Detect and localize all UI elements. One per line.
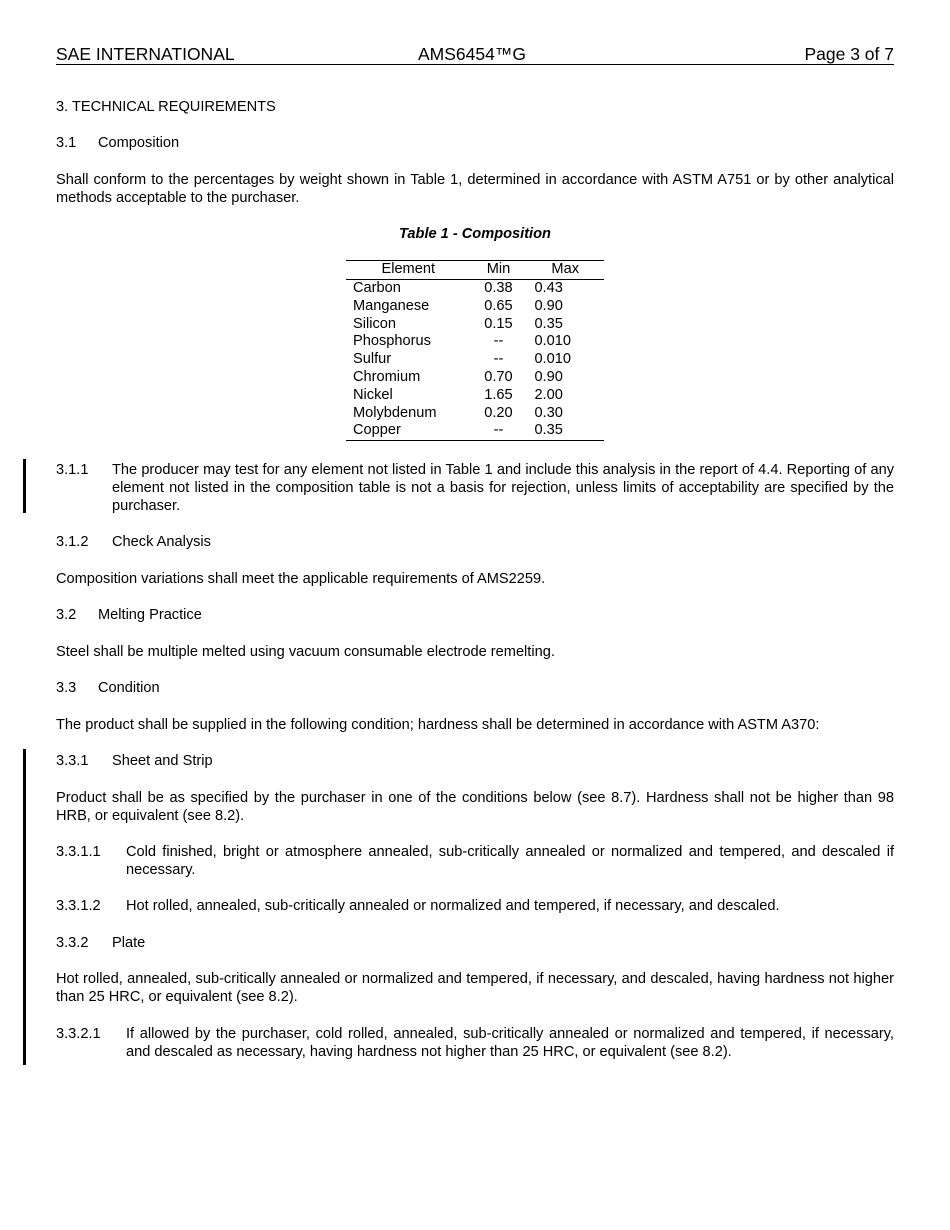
cell-min: 0.20 <box>484 404 513 421</box>
page-header <box>56 44 894 65</box>
section-3-3-1-number: 3.3.1 <box>56 753 89 769</box>
cell-max: 0.90 <box>534 368 563 385</box>
table-row <box>346 316 604 334</box>
section-3-1-2-title: Check Analysis <box>112 534 211 550</box>
cell-min: 0.70 <box>484 368 513 385</box>
cell-min: -- <box>493 351 504 368</box>
section-3-1-1-number: 3.1.1 <box>56 462 89 478</box>
cell-max: 0.30 <box>534 404 563 421</box>
section-3-1-text: Shall conform to the percentages by weight shown in Table 1, determined in accordance with ASTM A751 or by other analytical methods acceptable to the purchaser. <box>56 172 894 206</box>
section-3-3-1-2-text: Hot rolled, annealed, sub-critically annealed or normalized and tempered, if necessary, and descaled. <box>126 898 780 914</box>
section-3-3-title: Condition <box>98 680 160 696</box>
cell-element: Copper <box>353 422 401 439</box>
table-header-row <box>346 261 604 280</box>
change-bar <box>23 749 26 1065</box>
section-3-3-1-1-text: Cold finished, bright or atmosphere annealed, sub-critically annealed or normalized and tempered, and descaled if necessary. <box>126 844 894 878</box>
section-3-3-2-1-number: 3.3.2.1 <box>56 1026 101 1042</box>
section-3-heading: 3. TECHNICAL REQUIREMENTS <box>56 99 276 115</box>
table-row <box>346 280 604 298</box>
section-3-1-1-text: The producer may test for any element not listed in Table 1 and include this analysis in the report of 4.4. Reporting of any element not listed in the composition table is not a basis for rejection, unless limits of acceptability are specified by the purchaser. <box>112 462 894 514</box>
cell-element: Silicon <box>353 315 396 332</box>
col-header-min: Min <box>470 261 526 280</box>
cell-min: 0.38 <box>484 280 513 296</box>
cell-element: Molybdenum <box>353 404 437 421</box>
cell-min: -- <box>493 333 504 350</box>
table-row <box>346 298 604 316</box>
col-header-max: Max <box>526 261 604 280</box>
cell-max: 0.35 <box>534 315 563 332</box>
section-3-3-2-number: 3.3.2 <box>56 935 89 951</box>
table-row <box>346 422 604 440</box>
header-org: SAE INTERNATIONAL <box>56 44 235 64</box>
table-row <box>346 405 604 423</box>
table-row <box>346 387 604 405</box>
table-1-caption: Table 1 - Composition <box>399 226 551 242</box>
cell-min: 0.65 <box>484 297 513 314</box>
header-doc-number: AMS6454™G <box>418 44 526 64</box>
cell-min: 1.65 <box>484 386 513 403</box>
section-3-3-1-2-number: 3.3.1.2 <box>56 898 101 914</box>
section-3-1-title: Composition <box>98 135 180 151</box>
cell-max: 2.00 <box>534 386 563 403</box>
table-row <box>346 333 604 351</box>
col-header-element: Element <box>346 261 470 280</box>
cell-element: Chromium <box>353 368 421 385</box>
cell-element: Sulfur <box>353 351 392 368</box>
composition-table <box>346 260 604 441</box>
cell-element: Nickel <box>353 386 393 403</box>
section-3-2-title: Melting Practice <box>98 607 202 623</box>
cell-max: 0.90 <box>534 297 563 314</box>
header-page-number: Page 3 of 7 <box>804 44 894 64</box>
cell-element: Carbon <box>353 280 401 296</box>
section-3-3-1-text: Product shall be as specified by the purchaser in one of the conditions below (see 8.7). Hardness shall not be higher than 98 HRB, or equivalent (see 8.2). <box>56 790 894 824</box>
section-3-1-2-text: Composition variations shall meet the applicable requirements of AMS2259. <box>56 571 546 587</box>
cell-max: 0.010 <box>534 333 571 350</box>
section-3-3-2-text: Hot rolled, annealed, sub-critically annealed or normalized and tempered, if necessary, and descaled, having hardness not higher than 25 HRC, or equivalent (see 8.2). <box>56 971 894 1005</box>
cell-element: Phosphorus <box>353 333 431 350</box>
table-row <box>346 351 604 369</box>
cell-element: Manganese <box>353 297 430 314</box>
section-3-3-number: 3.3 <box>56 680 77 696</box>
cell-min: 0.15 <box>484 315 513 332</box>
section-3-3-1-title: Sheet and Strip <box>112 753 213 769</box>
cell-max: 0.010 <box>534 351 571 368</box>
section-3-1-2-number: 3.1.2 <box>56 534 89 550</box>
section-3-3-2-title: Plate <box>112 935 146 951</box>
change-bar <box>23 459 26 513</box>
cell-min: -- <box>493 422 504 439</box>
cell-max: 0.43 <box>534 280 563 296</box>
section-3-3-1-1-number: 3.3.1.1 <box>56 844 101 860</box>
section-3-3-text: The product shall be supplied in the following condition; hardness shall be determined in accordance with ASTM A370: <box>56 717 820 733</box>
section-3-1-number: 3.1 <box>56 135 77 151</box>
section-3-2-number: 3.2 <box>56 607 77 623</box>
cell-max: 0.35 <box>534 422 563 439</box>
table-row <box>346 369 604 387</box>
section-3-2-text: Steel shall be multiple melted using vacuum consumable electrode remelting. <box>56 644 555 660</box>
section-3-3-2-1-text: If allowed by the purchaser, cold rolled, annealed, sub-critically annealed or normalized and tempered, if necessary, and descaled as necessary, having hardness not higher than 25 HRC, or equivalent (see 8.2). <box>126 1026 894 1060</box>
